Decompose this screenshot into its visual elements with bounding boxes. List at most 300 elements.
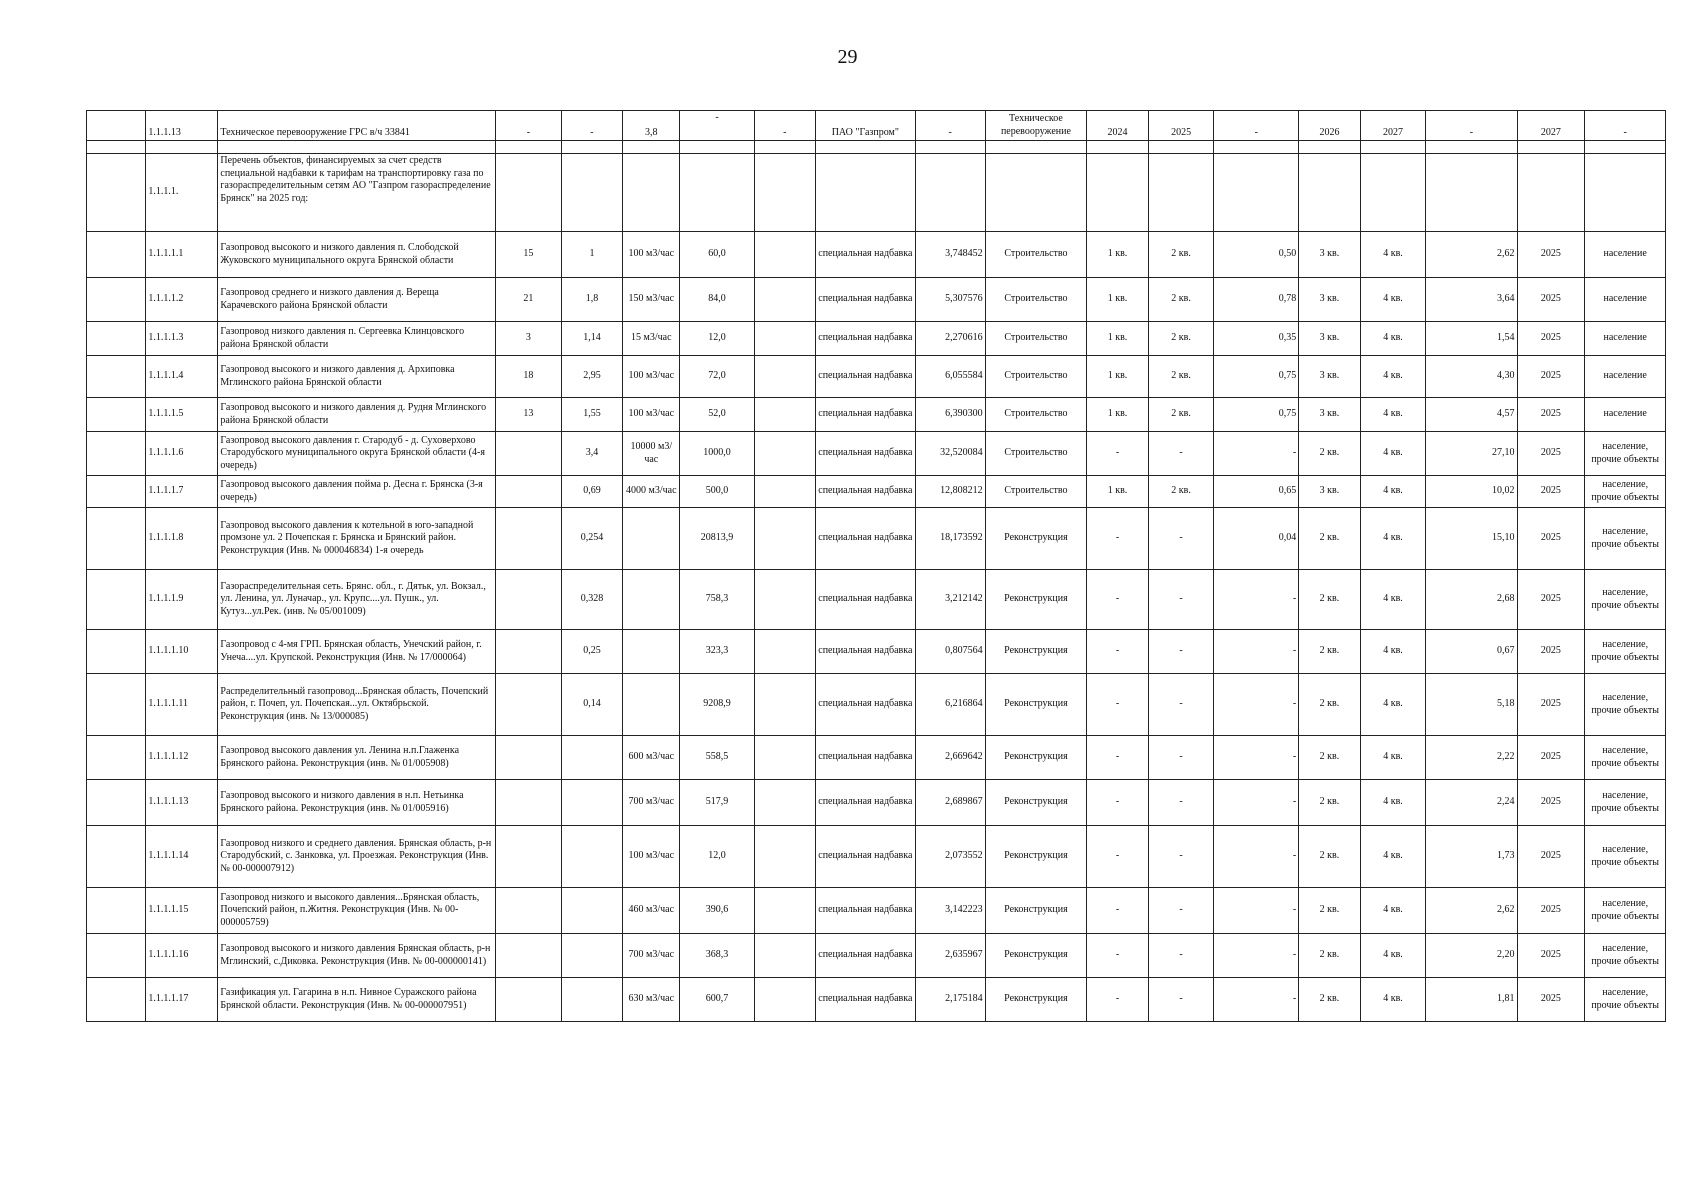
table-row <box>87 476 1666 508</box>
end-quarter-2: 4 кв. <box>1360 888 1426 934</box>
capacity: 4000 м3/час <box>623 476 680 508</box>
empty-cell <box>87 978 146 1022</box>
cell: - <box>915 111 985 141</box>
start-quarter-2: 2 кв. <box>1299 780 1360 826</box>
funding-amount: 5,307576 <box>915 278 985 322</box>
cost: 390,6 <box>680 888 754 934</box>
funding-source: специальная надбавка <box>816 978 916 1022</box>
end-quarter-2: 4 кв. <box>1360 432 1426 476</box>
object-name: Газопровод высокого и низкого давления д. Архиповка Мглинского района Брянской области <box>218 356 496 398</box>
empty-cell <box>87 356 146 398</box>
end-quarter-2: 4 кв. <box>1360 232 1426 278</box>
length-km: 18 <box>496 356 562 398</box>
cost: 12,0 <box>680 322 754 356</box>
empty-cell <box>87 674 146 736</box>
work-type: Реконструкция <box>985 508 1087 570</box>
funding-amount: 3,748452 <box>915 232 985 278</box>
table-row <box>87 630 1666 674</box>
end-quarter: - <box>1148 736 1214 780</box>
end-quarter: 2 кв. <box>1148 322 1214 356</box>
funding-source: специальная надбавка <box>816 398 916 432</box>
cell: - <box>680 111 754 141</box>
length-km <box>496 432 562 476</box>
row-number: 1.1.1.1.3 <box>146 322 218 356</box>
capacity <box>623 630 680 674</box>
start-quarter-2: 3 кв. <box>1299 476 1360 508</box>
table-row <box>87 888 1666 934</box>
work-type: Строительство <box>985 398 1087 432</box>
object-name: Техническое перевооружение ГРС в/ч 33841 <box>218 111 496 141</box>
funding-source: специальная надбавка <box>816 630 916 674</box>
completion-year: 2025 <box>1517 322 1585 356</box>
start-quarter: - <box>1087 934 1148 978</box>
end-quarter: - <box>1148 934 1214 978</box>
capacity: 460 м3/час <box>623 888 680 934</box>
cost: 517,9 <box>680 780 754 826</box>
cost: 1000,0 <box>680 432 754 476</box>
object-name: Газопровод низкого и среднего давления. Брянская область, р-н Стародубский, с. Занковка, ул. Проезжая. Реконструкция (Инв. № 00-000007912) <box>218 826 496 888</box>
work-type: Реконструкция <box>985 630 1087 674</box>
completion-year: 2025 <box>1517 232 1585 278</box>
length-km: 21 <box>496 278 562 322</box>
cost: 558,5 <box>680 736 754 780</box>
table-row <box>87 232 1666 278</box>
start-quarter-2: 3 кв. <box>1299 322 1360 356</box>
table-row <box>87 398 1666 432</box>
end-quarter-2: 4 кв. <box>1360 322 1426 356</box>
object-name: Газопровод низкого и высокого давления...Брянская область, Почепский район, п.Житня. Реконструкция (Инв. № 00-000005759) <box>218 888 496 934</box>
funding-source: специальная надбавка <box>816 322 916 356</box>
start-quarter-2: 2 кв. <box>1299 888 1360 934</box>
capacity: 100 м3/час <box>623 356 680 398</box>
length-km: 15 <box>496 232 562 278</box>
funding-source: специальная надбавка <box>816 934 916 978</box>
length-km <box>496 826 562 888</box>
completion-year: 2025 <box>1517 780 1585 826</box>
end-quarter: - <box>1148 780 1214 826</box>
completion-year: 2025 <box>1517 398 1585 432</box>
capacity: 10000 м3/час <box>623 432 680 476</box>
consumers: население <box>1585 232 1666 278</box>
funding-source: специальная надбавка <box>816 476 916 508</box>
funding-amount: 2,669642 <box>915 736 985 780</box>
start-quarter: - <box>1087 570 1148 630</box>
value-2025: - <box>1214 780 1299 826</box>
funding-amount: 6,055584 <box>915 356 985 398</box>
end-quarter-2: 4 кв. <box>1360 826 1426 888</box>
start-quarter: 1 кв. <box>1087 398 1148 432</box>
work-type: Реконструкция <box>985 780 1087 826</box>
capacity: 100 м3/час <box>623 232 680 278</box>
consumers: население, прочие объекты <box>1585 674 1666 736</box>
work-type: Строительство <box>985 322 1087 356</box>
row-number: 1.1.1.1.17 <box>146 978 218 1022</box>
value-total: 2,24 <box>1426 780 1517 826</box>
start-quarter-2: 3 кв. <box>1299 232 1360 278</box>
start-quarter-2: 2 кв. <box>1299 630 1360 674</box>
value-total: 2,68 <box>1426 570 1517 630</box>
row-number: 1.1.1.1.14 <box>146 826 218 888</box>
object-name: Газопровод с 4-мя ГРП. Брянская область, Унечский район, г. Унеча....ул. Крупской. Реконструкция (Инв. № 17/000064) <box>218 630 496 674</box>
diameter: 1,8 <box>561 278 622 322</box>
funding-source: специальная надбавка <box>816 508 916 570</box>
start-quarter: - <box>1087 780 1148 826</box>
row-number: 1.1.1.1.7 <box>146 476 218 508</box>
length-km <box>496 978 562 1022</box>
length-km <box>496 780 562 826</box>
object-name: Газопровод высокого давления г. Стародуб - д. Суховерхово Стародубского муниципального округа Брянской области (4-я очередь) <box>218 432 496 476</box>
consumers: население, прочие объекты <box>1585 934 1666 978</box>
funding-source: специальная надбавка <box>816 278 916 322</box>
object-name: Газопровод высокого и низкого давления в н.п. Нетьинка Брянского района. Реконструкция (инв. № 01/005916) <box>218 780 496 826</box>
start-quarter-2: 3 кв. <box>1299 356 1360 398</box>
funding-amount: 6,390300 <box>915 398 985 432</box>
diameter: 0,328 <box>561 570 622 630</box>
funding-amount: 0,807564 <box>915 630 985 674</box>
end-quarter: - <box>1148 826 1214 888</box>
end-quarter-2: 4 кв. <box>1360 736 1426 780</box>
section-title: Перечень объектов, финансируемых за счет средств специальной надбавки к тарифам на транспортировку газа по газораспределительным сетям АО "Газпром газораспределение Брянск" на 2025 год: <box>218 154 496 232</box>
cell: - <box>1585 111 1666 141</box>
empty-cell <box>87 398 146 432</box>
completion-year: 2025 <box>1517 674 1585 736</box>
investment-table <box>86 110 1666 1022</box>
value-total: 1,73 <box>1426 826 1517 888</box>
diameter <box>561 888 622 934</box>
funding-source: специальная надбавка <box>816 736 916 780</box>
empty-cell <box>754 736 815 780</box>
length-km <box>496 630 562 674</box>
table-row <box>87 322 1666 356</box>
end-quarter-2: 4 кв. <box>1360 356 1426 398</box>
funding-source: специальная надбавка <box>816 674 916 736</box>
funding-amount: 2,270616 <box>915 322 985 356</box>
consumers: население, прочие объекты <box>1585 780 1666 826</box>
start-quarter: - <box>1087 826 1148 888</box>
value-2025: 0,65 <box>1214 476 1299 508</box>
value-total: 2,62 <box>1426 888 1517 934</box>
spacer-row <box>87 141 1666 154</box>
completion-year: 2025 <box>1517 630 1585 674</box>
cost: 52,0 <box>680 398 754 432</box>
funding-amount: 3,142223 <box>915 888 985 934</box>
cell: 2027 <box>1517 111 1585 141</box>
empty-cell <box>754 888 815 934</box>
table-row <box>87 780 1666 826</box>
start-quarter: - <box>1087 888 1148 934</box>
end-quarter: - <box>1148 432 1214 476</box>
value-2025: - <box>1214 736 1299 780</box>
row-number: 1.1.1.1.8 <box>146 508 218 570</box>
table-row <box>87 570 1666 630</box>
value-2025: 0,78 <box>1214 278 1299 322</box>
diameter: 2,95 <box>561 356 622 398</box>
table-row <box>87 278 1666 322</box>
value-2025: - <box>1214 432 1299 476</box>
capacity <box>623 674 680 736</box>
diameter: 1 <box>561 232 622 278</box>
funding-source: специальная надбавка <box>816 570 916 630</box>
work-type: Реконструкция <box>985 934 1087 978</box>
capacity <box>623 508 680 570</box>
row-number: 1.1.1.13 <box>146 111 218 141</box>
end-quarter: 2 кв. <box>1148 398 1214 432</box>
capacity <box>623 570 680 630</box>
end-quarter: - <box>1148 508 1214 570</box>
funding-amount: 12,808212 <box>915 476 985 508</box>
cost: 60,0 <box>680 232 754 278</box>
object-name: Газопровод высокого и низкого давления п. Слободской Жуковского муниципального округа Брянской области <box>218 232 496 278</box>
length-km <box>496 888 562 934</box>
empty-cell <box>87 888 146 934</box>
start-quarter: - <box>1087 630 1148 674</box>
consumers: население, прочие объекты <box>1585 826 1666 888</box>
empty-cell <box>754 934 815 978</box>
capacity: 100 м3/час <box>623 398 680 432</box>
completion-year: 2025 <box>1517 978 1585 1022</box>
capacity: 150 м3/час <box>623 278 680 322</box>
cell: 2026 <box>1299 111 1360 141</box>
work-type: Строительство <box>985 278 1087 322</box>
cost: 368,3 <box>680 934 754 978</box>
row-number: 1.1.1.1.16 <box>146 934 218 978</box>
funding-source: специальная надбавка <box>816 432 916 476</box>
length-km <box>496 476 562 508</box>
cost: 9208,9 <box>680 674 754 736</box>
object-name: Газораспределительная сеть. Брянс. обл., г. Дятьк, ул. Вокзал., ул. Ленина, ул. Луначар., ул. Крупс....ул. Пушк., ул. Кутуз...ул.Рек. (инв. № 05/001009) <box>218 570 496 630</box>
value-total: 4,57 <box>1426 398 1517 432</box>
cell: - <box>561 111 622 141</box>
completion-year: 2025 <box>1517 432 1585 476</box>
start-quarter: - <box>1087 674 1148 736</box>
table-row <box>87 736 1666 780</box>
value-total: 0,67 <box>1426 630 1517 674</box>
row-number: 1.1.1.1.2 <box>146 278 218 322</box>
top-row <box>87 111 1666 141</box>
consumers: население <box>1585 356 1666 398</box>
empty-cell <box>754 476 815 508</box>
empty-cell <box>87 934 146 978</box>
value-2025: - <box>1214 674 1299 736</box>
start-quarter-2: 2 кв. <box>1299 934 1360 978</box>
completion-year: 2025 <box>1517 570 1585 630</box>
funding-source: специальная надбавка <box>816 232 916 278</box>
start-quarter-2: 2 кв. <box>1299 736 1360 780</box>
end-quarter: 2 кв. <box>1148 476 1214 508</box>
end-quarter-2: 4 кв. <box>1360 978 1426 1022</box>
diameter: 3,4 <box>561 432 622 476</box>
work-type: Реконструкция <box>985 674 1087 736</box>
row-number: 1.1.1.1.15 <box>146 888 218 934</box>
value-2025: 0,75 <box>1214 356 1299 398</box>
end-quarter-2: 4 кв. <box>1360 570 1426 630</box>
start-quarter-2: 2 кв. <box>1299 570 1360 630</box>
row-number: 1.1.1.1.4 <box>146 356 218 398</box>
funding-amount: 32,520084 <box>915 432 985 476</box>
consumers: население, прочие объекты <box>1585 432 1666 476</box>
completion-year: 2025 <box>1517 476 1585 508</box>
work-type: Реконструкция <box>985 978 1087 1022</box>
empty-cell <box>87 508 146 570</box>
empty-cell <box>754 232 815 278</box>
length-km <box>496 736 562 780</box>
capacity: 700 м3/час <box>623 934 680 978</box>
value-total: 2,22 <box>1426 736 1517 780</box>
value-2025: - <box>1214 630 1299 674</box>
empty-cell <box>87 322 146 356</box>
empty-cell <box>754 630 815 674</box>
value-total: 10,02 <box>1426 476 1517 508</box>
empty-cell <box>87 570 146 630</box>
length-km: 13 <box>496 398 562 432</box>
completion-year: 2025 <box>1517 934 1585 978</box>
empty-cell <box>87 432 146 476</box>
start-quarter: - <box>1087 508 1148 570</box>
funding-source: специальная надбавка <box>816 888 916 934</box>
start-quarter-2: 3 кв. <box>1299 278 1360 322</box>
cell: Техническое перевооружение <box>985 111 1087 141</box>
cost: 323,3 <box>680 630 754 674</box>
value-total: 27,10 <box>1426 432 1517 476</box>
row-number: 1.1.1.1.6 <box>146 432 218 476</box>
value-2025: - <box>1214 888 1299 934</box>
empty-cell <box>87 736 146 780</box>
empty-cell <box>87 278 146 322</box>
diameter <box>561 978 622 1022</box>
table-row <box>87 826 1666 888</box>
row-number: 1.1.1.1.5 <box>146 398 218 432</box>
diameter: 1,14 <box>561 322 622 356</box>
diameter: 1,55 <box>561 398 622 432</box>
value-total: 2,20 <box>1426 934 1517 978</box>
row-number: 1.1.1.1.1 <box>146 232 218 278</box>
end-quarter-2: 4 кв. <box>1360 278 1426 322</box>
cell: 3,8 <box>623 111 680 141</box>
value-2025: 0,75 <box>1214 398 1299 432</box>
length-km: 3 <box>496 322 562 356</box>
work-type: Строительство <box>985 432 1087 476</box>
start-quarter-2: 2 кв. <box>1299 432 1360 476</box>
cost: 20813,9 <box>680 508 754 570</box>
consumers: население <box>1585 278 1666 322</box>
value-2025: 0,04 <box>1214 508 1299 570</box>
end-quarter: - <box>1148 978 1214 1022</box>
object-name: Газопровод среднего и низкого давления д. Вереща Карачевского района Брянской области <box>218 278 496 322</box>
end-quarter: - <box>1148 570 1214 630</box>
diameter: 0,14 <box>561 674 622 736</box>
start-quarter: - <box>1087 978 1148 1022</box>
table-row <box>87 356 1666 398</box>
end-quarter-2: 4 кв. <box>1360 476 1426 508</box>
completion-year: 2025 <box>1517 888 1585 934</box>
funding-source: специальная надбавка <box>816 780 916 826</box>
start-quarter-2: 2 кв. <box>1299 978 1360 1022</box>
work-type: Реконструкция <box>985 736 1087 780</box>
end-quarter-2: 4 кв. <box>1360 630 1426 674</box>
start-quarter: 1 кв. <box>1087 322 1148 356</box>
start-quarter: - <box>1087 432 1148 476</box>
row-number: 1.1.1.1.9 <box>146 570 218 630</box>
funding-source: специальная надбавка <box>816 356 916 398</box>
object-name: Распределительный газопровод...Брянская область, Почепский район, г. Почеп, ул. Почепская...ул. Октябрьской. Реконструкция (инв. № 13/000085) <box>218 674 496 736</box>
empty-cell <box>87 630 146 674</box>
empty-cell <box>754 508 815 570</box>
value-total: 1,54 <box>1426 322 1517 356</box>
object-name: Газификация ул. Гагарина в н.п. Нивное Суражского района Брянской области. Реконструкция (Инв. № 00-000007951) <box>218 978 496 1022</box>
row-number: 1.1.1.1.12 <box>146 736 218 780</box>
work-type: Реконструкция <box>985 888 1087 934</box>
row-number: 1.1.1.1.10 <box>146 630 218 674</box>
object-name: Газопровод высокого давления к котельной в юго-западной промзоне ул. 2 Почепская г. Брянска и Брянский район. Реконструкция (Инв. № 000046834) 1-я очередь <box>218 508 496 570</box>
object-name: Газопровод высокого и низкого давления Брянская область, р-н Мглинский, с.Диковка. Реконструкция (Инв. № 00-000000141) <box>218 934 496 978</box>
work-type: Строительство <box>985 356 1087 398</box>
value-total: 5,18 <box>1426 674 1517 736</box>
consumers: население, прочие объекты <box>1585 888 1666 934</box>
end-quarter-2: 4 кв. <box>1360 398 1426 432</box>
cost: 500,0 <box>680 476 754 508</box>
table-row <box>87 674 1666 736</box>
row-number: 1.1.1.1. <box>146 154 218 232</box>
empty-cell <box>754 570 815 630</box>
value-2025: 0,50 <box>1214 232 1299 278</box>
value-2025: - <box>1214 826 1299 888</box>
cost: 600,7 <box>680 978 754 1022</box>
completion-year: 2025 <box>1517 278 1585 322</box>
funding-amount: 2,689867 <box>915 780 985 826</box>
value-2025: 0,35 <box>1214 322 1299 356</box>
empty-cell <box>754 674 815 736</box>
start-quarter: - <box>1087 736 1148 780</box>
cell: - <box>1426 111 1517 141</box>
cell: 2024 <box>1087 111 1148 141</box>
length-km <box>496 934 562 978</box>
cost: 758,3 <box>680 570 754 630</box>
row-number: 1.1.1.1.11 <box>146 674 218 736</box>
consumers: население, прочие объекты <box>1585 978 1666 1022</box>
value-2025: - <box>1214 934 1299 978</box>
end-quarter-2: 4 кв. <box>1360 780 1426 826</box>
cost: 12,0 <box>680 826 754 888</box>
funding-amount: 2,175184 <box>915 978 985 1022</box>
diameter <box>561 780 622 826</box>
empty-cell <box>754 780 815 826</box>
completion-year: 2025 <box>1517 508 1585 570</box>
completion-year: 2025 <box>1517 736 1585 780</box>
cell: 2027 <box>1360 111 1426 141</box>
funding-amount: 18,173592 <box>915 508 985 570</box>
start-quarter: 1 кв. <box>1087 232 1148 278</box>
capacity: 700 м3/час <box>623 780 680 826</box>
empty-cell <box>87 476 146 508</box>
value-total: 2,62 <box>1426 232 1517 278</box>
value-total: 3,64 <box>1426 278 1517 322</box>
empty-cell <box>87 232 146 278</box>
consumers: население, прочие объекты <box>1585 508 1666 570</box>
length-km <box>496 674 562 736</box>
consumers: население <box>1585 322 1666 356</box>
value-total: 15,10 <box>1426 508 1517 570</box>
start-quarter-2: 3 кв. <box>1299 398 1360 432</box>
end-quarter: - <box>1148 888 1214 934</box>
cell: 2025 <box>1148 111 1214 141</box>
consumers: население, прочие объекты <box>1585 570 1666 630</box>
table-row <box>87 508 1666 570</box>
section-row <box>87 154 1666 232</box>
diameter <box>561 934 622 978</box>
start-quarter-2: 2 кв. <box>1299 826 1360 888</box>
length-km <box>496 570 562 630</box>
empty-cell <box>754 356 815 398</box>
